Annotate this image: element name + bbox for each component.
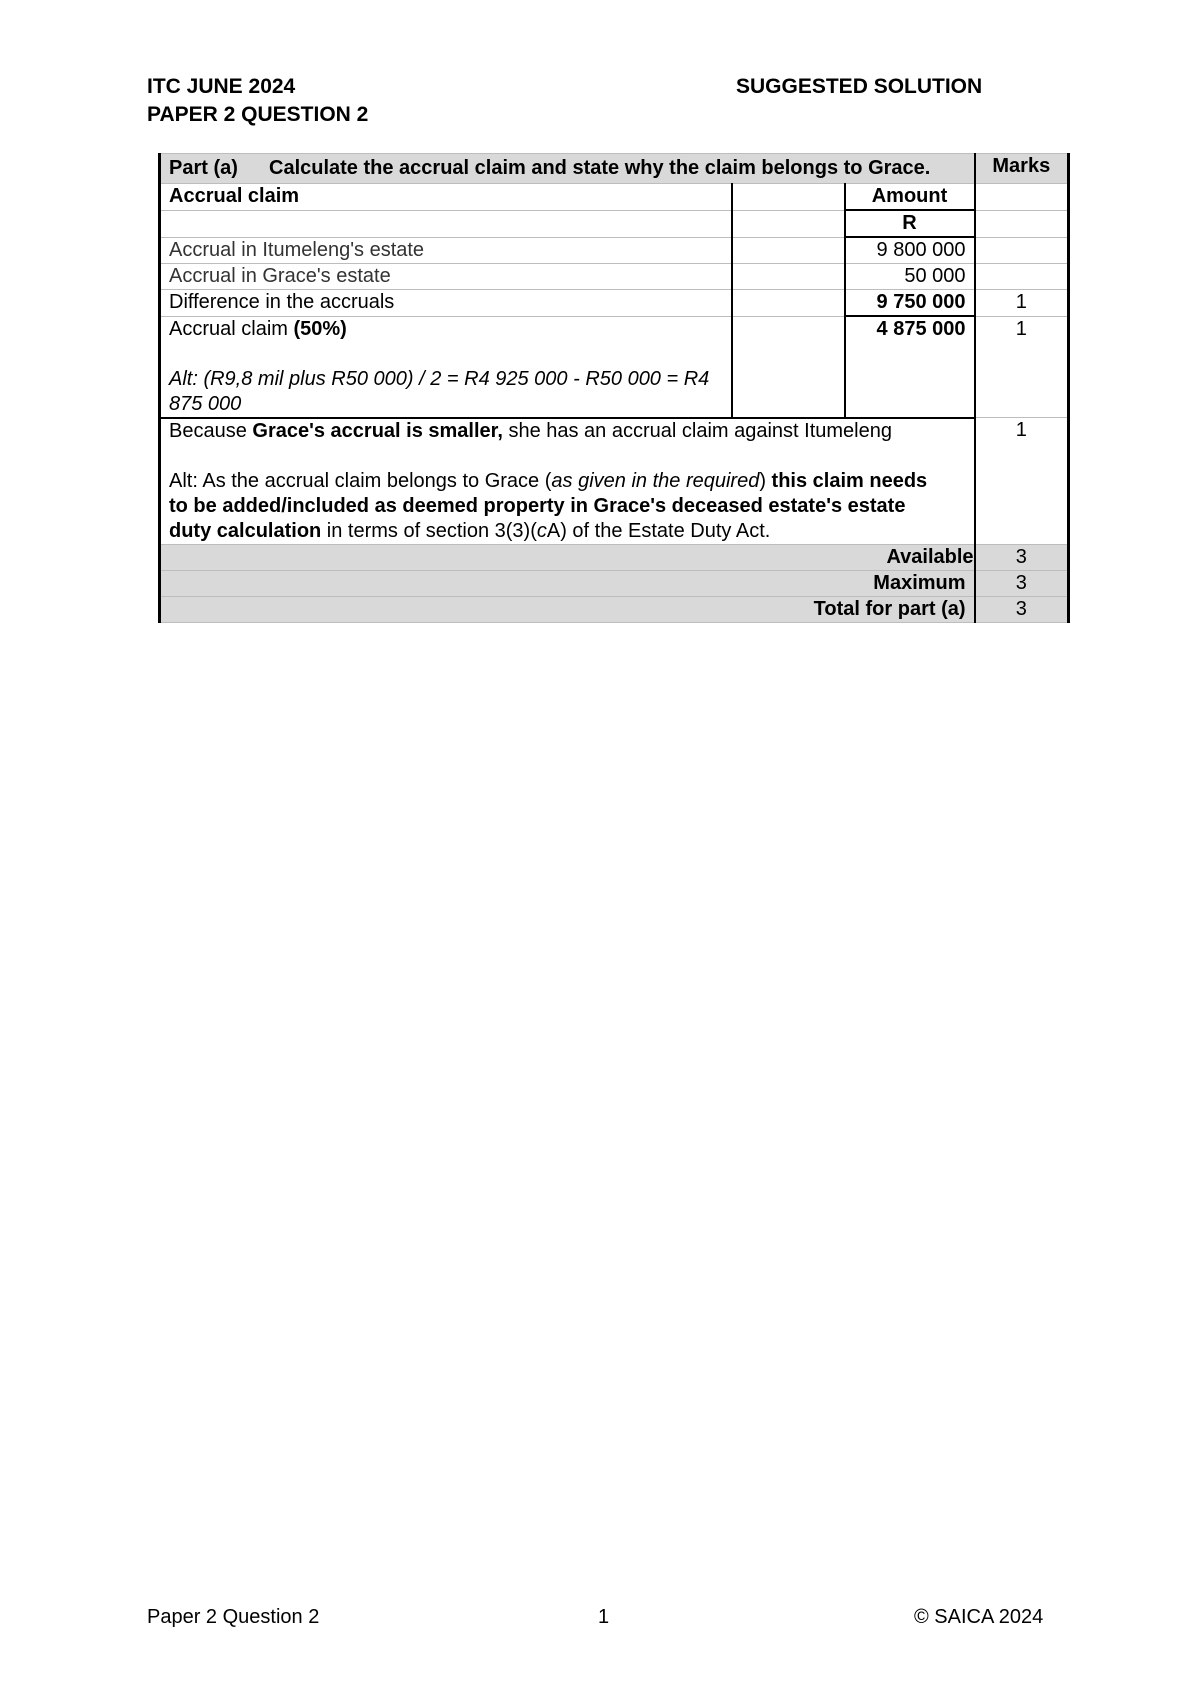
table-row [160,264,1069,290]
row-label: Accrual in Grace's estate [160,264,732,290]
row-marks [975,237,1069,264]
claim-label: Accrual claim [169,317,288,340]
row-amount: 50 000 [845,264,975,290]
total-part-value: 3 [975,596,1069,622]
header-paper-question: PAPER 2 QUESTION 2 [147,103,369,126]
footer-paper-label: Paper 2 Question 2 [147,1606,320,1628]
footer-copyright: © SAICA 2024 [914,1606,1044,1628]
row-amount: 9 800 000 [845,237,975,264]
maximum-label: Maximum [160,570,975,596]
explanation-row [160,418,1069,545]
available-value: 3 [975,544,1069,570]
accrual-claim-row [160,316,1069,418]
row-label: Difference in the accruals [160,290,732,317]
total-row [160,570,1069,596]
header-exam-title: ITC JUNE 2024 [147,75,296,98]
total-part-label: Total for part (a) [160,596,975,622]
footer-page-number: 1 [598,1606,610,1628]
header-solution-label: SUGGESTED SOLUTION [736,75,983,98]
because-text: Because Grace's accrual is smaller, she has an accrual claim against Itumeleng [169,419,892,442]
accrual-header-row [160,184,1069,211]
claim-alt-calculation: Alt: (R9,8 mil plus R50 000) / 2 = R4 925 000 - R50 000 = R4 875 000 [169,367,710,415]
maximum-value: 3 [975,570,1069,596]
accrual-claim-header: Accrual claim [160,184,732,211]
marks-header: Marks [975,154,1069,184]
claim-amount: 4 875 000 [845,316,975,418]
row-label: Accrual in Itumeleng's estate [160,237,732,264]
part-label: Part (a) [169,157,238,179]
total-row [160,596,1069,622]
available-label: Available [160,544,975,570]
row-marks [975,264,1069,290]
table-row [160,290,1069,317]
claim-marks: 1 [975,316,1069,418]
solution-table [158,153,1070,623]
claim-percentage: (50%) [293,317,347,340]
currency-row [160,210,1069,237]
row-amount: 9 750 000 [845,290,975,317]
question-text: Calculate the accrual claim and state why the claim belongs to Grace. [269,157,931,179]
question-header-row [160,154,1069,184]
alt-explanation-text: Alt: As the accrual claim belongs to Grace (as given in the required) this claim needs to be added/included as deemed property in Grace's deceased estate's estate duty calculation in terms of section 3(3)(cA) of the Estate Duty Act. [169,469,928,542]
currency-label: R [845,210,975,237]
total-row [160,544,1069,570]
explanation-marks: 1 [975,418,1069,545]
row-marks: 1 [975,290,1069,317]
table-row [160,237,1069,264]
amount-header: Amount [845,184,975,211]
